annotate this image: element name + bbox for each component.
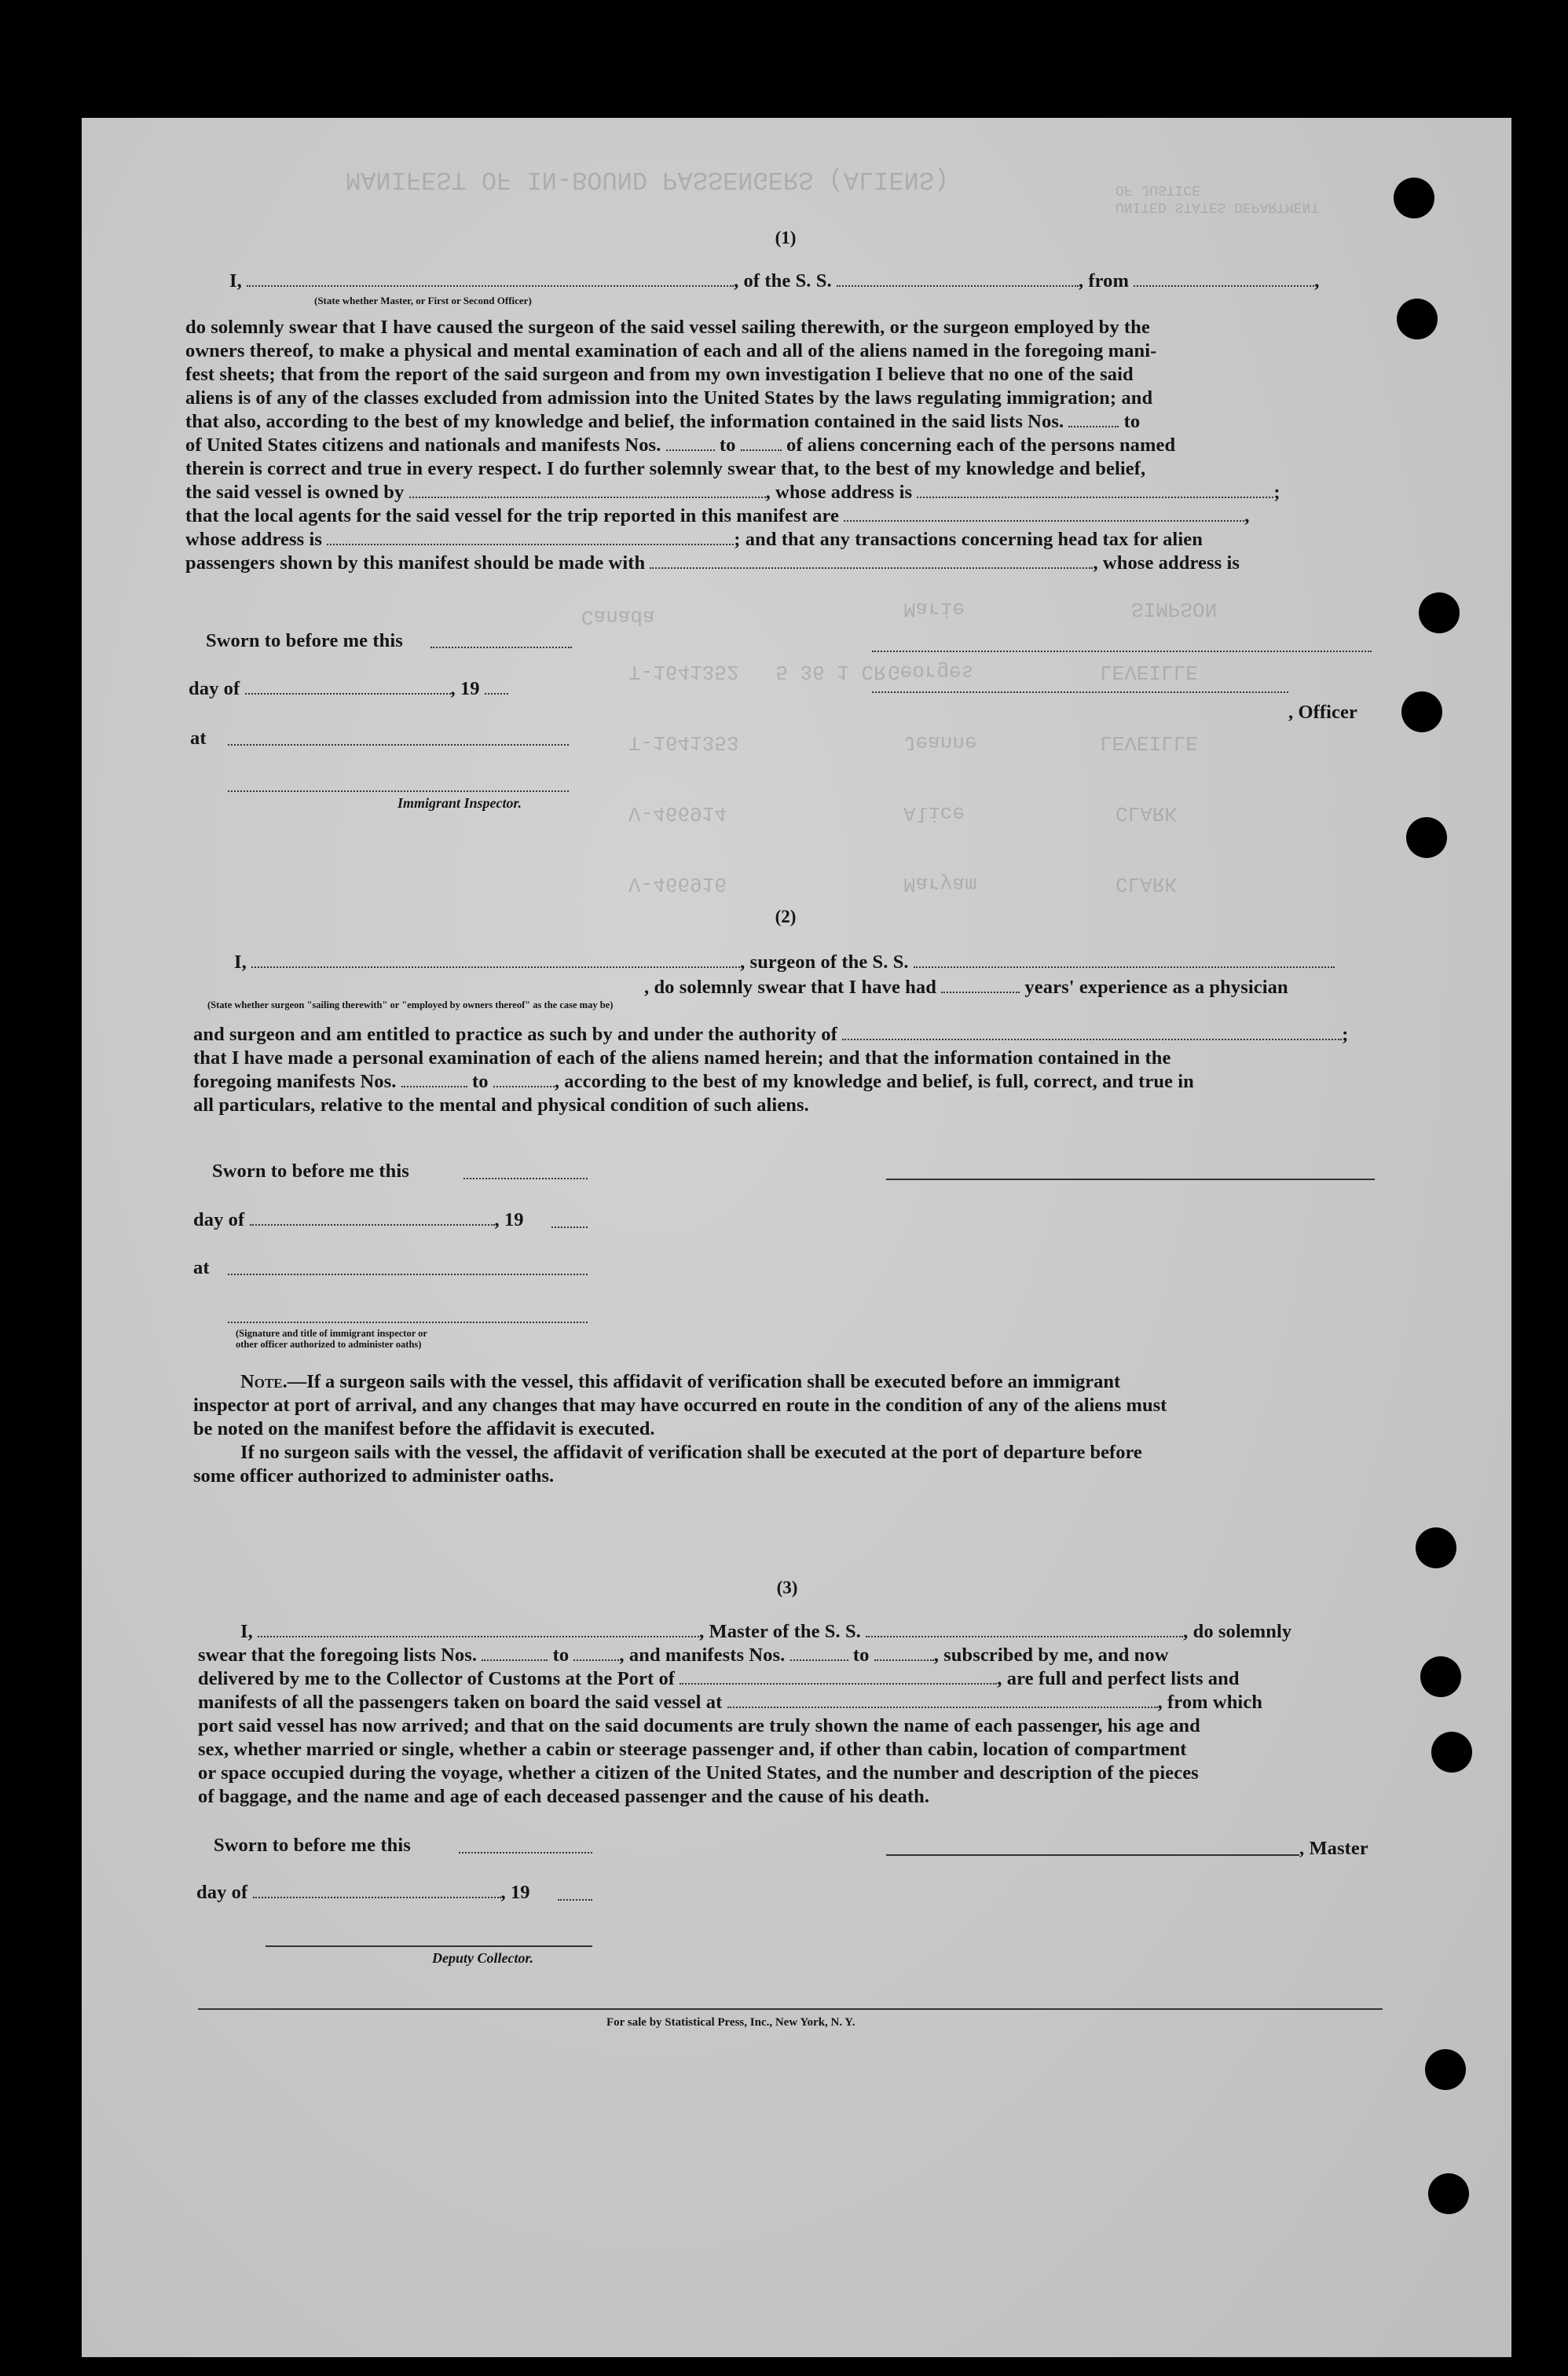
s1-line9 [185, 504, 1249, 528]
s3-line3a: delivered by me to the Collector of Customs at the Port of [198, 1668, 676, 1689]
s1-para-4: that also, according to the best of my knowledge and belief, the information contained in the said lists Nos. [185, 411, 1064, 432]
punch-hole [1394, 178, 1434, 218]
section-1-number: (1) [775, 228, 797, 248]
s1-line10b: ; and that any transactions concerning head tax for alien [734, 529, 1203, 550]
deputy-collector-label: Deputy Collector. [432, 1950, 533, 1966]
ghost-text: Marie [903, 597, 965, 621]
s3-sworn: Sworn to before me this [214, 1835, 411, 1856]
owner-field[interactable] [409, 482, 766, 498]
s2-day-of-label: day of [193, 1209, 245, 1230]
s3-line2c: , and manifests Nos. [619, 1644, 786, 1666]
s2-line5 [193, 1070, 1194, 1094]
surgeon-name-field[interactable] [251, 952, 740, 968]
s1-at-field[interactable] [228, 744, 569, 746]
s2-line5a: foregoing manifests Nos. [193, 1071, 397, 1092]
section-3-number: (3) [776, 1578, 798, 1597]
s3-lists-from-field[interactable] [482, 1645, 548, 1661]
s3-manifests-from-field[interactable] [790, 1645, 848, 1661]
owner-address-field[interactable] [917, 482, 1273, 498]
s3-manifests-to-field[interactable] [874, 1645, 934, 1661]
s1-year: , 19 [450, 678, 480, 699]
ghost-text: MANIFEST OF IN-BOUND PASSENGERS (ALIENS) [346, 165, 950, 194]
s2-surgeon-of-ss: , surgeon of the S. S. [740, 952, 909, 973]
s1-at: at [190, 728, 207, 749]
ghost-text: UNITED STATES DEPARTMENT OF JUSTICE [1116, 182, 1320, 214]
s3-i: I, [240, 1621, 253, 1642]
s2-year: , 19 [494, 1209, 524, 1230]
s2-sig-caption-2: other officer authorized to administer oaths) [236, 1339, 422, 1350]
s3-vessel-field[interactable] [866, 1622, 1183, 1637]
vessel-field[interactable] [837, 271, 1079, 287]
s3-collector-line[interactable] [266, 1945, 592, 1947]
s3-master-of-ss: , Master of the S. S. [699, 1621, 861, 1642]
s1-para-2: fest sheets; that from the report of the said surgeon and from my own investigation I believe that no one of the said [185, 364, 1134, 385]
master-name-field[interactable] [258, 1622, 699, 1637]
s2-day-field[interactable] [250, 1210, 495, 1226]
s2-line2 [644, 976, 1288, 999]
punch-hole [1397, 299, 1438, 339]
ghost-text: T-1641352 5 36 1 CR [628, 660, 886, 684]
s1-of-ss: , of the S. S. [734, 270, 832, 292]
ghost-text: CLARK [1116, 801, 1178, 825]
note-line-4: some officer authorized to administer oaths. [193, 1465, 555, 1487]
s3-line3 [198, 1667, 1240, 1691]
ghost-text: Canada [581, 605, 655, 629]
lists-from-field[interactable] [1068, 412, 1119, 427]
s3-line2a: swear that the foregoing lists Nos. [198, 1644, 478, 1666]
s2-line2a: , do solemnly swear that I have had [644, 977, 936, 998]
s3-line3b: , are full and perfect lists and [997, 1668, 1240, 1689]
s2-line3 [193, 1023, 1348, 1047]
s3-line2 [198, 1644, 1169, 1667]
s3-day-of-label: day of [196, 1882, 248, 1903]
s1-line11b: , whose address is [1093, 552, 1240, 574]
s1-sig-line-1[interactable] [872, 651, 1372, 652]
s2-sworn: Sworn to before me this [212, 1160, 409, 1182]
s1-line8c: ; [1273, 482, 1280, 503]
s3-line2d: to [852, 1644, 870, 1666]
s1-para-3: aliens is of any of the classes excluded from admission into the United States by the laws regulating immigration; and [185, 387, 1153, 409]
agents-field[interactable] [844, 506, 1244, 522]
section-2-number: (2) [775, 907, 797, 926]
s1-year-field[interactable] [485, 679, 508, 695]
ghost-text: CLARK [1116, 872, 1178, 896]
s1-to: to [1123, 411, 1141, 432]
punch-hole [1431, 1732, 1472, 1773]
s1-officer: , Officer [1288, 702, 1357, 723]
s1-line6 [185, 434, 1175, 457]
ghost-text: Georges [888, 660, 974, 684]
ghost-text: SIMPSON [1131, 597, 1218, 621]
punch-hole [1401, 691, 1442, 732]
s3-year-field[interactable] [558, 1899, 592, 1901]
years-experience-field[interactable] [941, 977, 1020, 993]
s1-line10a: whose address is [185, 529, 323, 550]
s1-from: , from [1078, 270, 1130, 292]
s2-at-field[interactable] [228, 1274, 588, 1275]
punch-hole [1425, 2049, 1466, 2090]
s1-line9-end: , [1244, 505, 1250, 526]
manifests-to-field[interactable] [741, 435, 782, 451]
s1-line11 [185, 552, 1240, 575]
s2-inspector-line[interactable] [228, 1322, 588, 1323]
note-line-0 [240, 1370, 1120, 1394]
s2-line3-text: and surgeon and am entitled to practice as such by and under the authority of [193, 1024, 837, 1045]
punch-hole [1406, 817, 1447, 858]
s1-day-field[interactable] [245, 679, 451, 695]
s3-lists-to-field[interactable] [573, 1645, 619, 1661]
punch-hole [1428, 2173, 1469, 2214]
s3-line1-end: , do solemnly [1183, 1621, 1292, 1642]
s1-line6a: of United States citizens and nationals and manifests Nos. [185, 434, 661, 456]
officer-caption: (State whether Master, or First or Second Officer) [314, 295, 532, 306]
s2-sig-caption-1: (Signature and title of immigrant inspector or [236, 1328, 427, 1339]
s3-year: , 19 [500, 1882, 530, 1903]
s2-line6: all particulars, relative to the mental and physical condition of such aliens. [193, 1094, 809, 1116]
s1-line8 [185, 481, 1280, 504]
ghost-text: Alice [903, 801, 965, 825]
s1-para-0: do solemnly swear that I have caused the surgeon of the said vessel sailing therewith, or the surgeon employed by the [185, 317, 1150, 338]
s3-para-3: of baggage, and the name and age of each deceased passenger and the cause of his death. [198, 1786, 930, 1807]
s2-line3-end: ; [1342, 1024, 1349, 1045]
s3-para-1: sex, whether married or single, whether a cabin or steerage passenger and, if other than cabin, location of compartment [198, 1739, 1187, 1760]
s2-line2b: years' experience as a physician [1024, 977, 1288, 998]
s3-para-2: or space occupied during the voyage, whether a citizen of the United States, and the number and description of the pieces [198, 1762, 1199, 1784]
s1-end-comma: , [1314, 270, 1320, 292]
s2-manifest-from-field[interactable] [401, 1072, 467, 1087]
s1-day-of-label: day of [189, 678, 240, 699]
note-text-0: —If a surgeon sails with the vessel, this affidavit of verification shall be executed before an immigrant [287, 1371, 1121, 1392]
s1-line7: therein is correct and true in every respect. I do further solemnly swear that, to the best of my knowledge and belief, [185, 458, 1146, 479]
from-field[interactable] [1134, 271, 1314, 287]
ghost-text: Jeanne [903, 731, 977, 754]
s3-master: , Master [1299, 1838, 1368, 1859]
s3-sworn-field[interactable] [459, 1852, 592, 1854]
ghost-text: T-1641353 [628, 731, 739, 754]
s2-signature-line[interactable] [886, 1179, 1375, 1180]
punch-hole [1416, 1527, 1456, 1568]
s2-day-of [193, 1208, 524, 1232]
s2-line1 [234, 951, 1335, 974]
s2-line5c: , according to the best of my knowledge and belief, is full, correct, and true in [554, 1071, 1194, 1092]
s1-sworn-field[interactable] [430, 647, 572, 648]
s1-para-1: owners thereof, to make a physical and mental examination of each and all of the aliens named in the foregoing mani- [185, 340, 1157, 361]
authority-field[interactable] [842, 1025, 1342, 1040]
s3-line2b: to [552, 1644, 570, 1666]
note-label: Note. [240, 1371, 288, 1392]
boarding-port-field[interactable] [727, 1692, 1158, 1708]
s3-line4 [198, 1691, 1262, 1714]
manifests-from-field[interactable] [666, 435, 715, 451]
immigrant-inspector-label: Immigrant Inspector. [397, 795, 522, 811]
s3-para-0: port said vessel has now arrived; and that on the said documents are truly shown the name of each passenger, his age and [198, 1715, 1200, 1736]
s2-at: at [193, 1257, 210, 1278]
punch-hole [1420, 1656, 1461, 1697]
s1-line1 [229, 270, 1320, 293]
s2-vessel-field[interactable] [914, 952, 1335, 968]
note-line-1: inspector at port of arrival, and any changes that may have occurred en route in the condition of any of the aliens must [193, 1395, 1167, 1416]
s3-line2e: , subscribed by me, and now [933, 1644, 1169, 1666]
s1-inspector-line[interactable] [228, 790, 569, 792]
s1-sig-line-2[interactable] [872, 691, 1288, 693]
s3-line1 [240, 1620, 1291, 1644]
s1-line10 [185, 528, 1203, 552]
footer-printer: For sale by Statistical Press, Inc., New York, N. Y. [606, 2016, 855, 2029]
officer-field[interactable] [247, 271, 734, 287]
s3-day-field[interactable] [253, 1883, 501, 1898]
s2-line4: that I have made a personal examination of each of the aliens named herein; and that the information contained in the [193, 1047, 1171, 1069]
s1-day-of [189, 677, 508, 701]
s1-line11a: passengers shown by this manifest should be made with [185, 552, 646, 574]
s3-day-of [196, 1881, 530, 1905]
s1-line9-text: that the local agents for the said vessel for the trip reported in this manifest are [185, 505, 840, 526]
port-field[interactable] [680, 1669, 997, 1685]
s2-year-field[interactable] [551, 1226, 588, 1228]
s1-line8b: , whose address is [765, 482, 913, 503]
s1-to-2: to [719, 434, 736, 456]
s2-i: I, [234, 952, 247, 973]
head-tax-field[interactable] [650, 553, 1093, 569]
s2-line5b: to [471, 1071, 489, 1092]
s1-i: I, [229, 270, 242, 292]
s3-line4a: manifests of all the passengers taken on board the said vessel at [198, 1692, 723, 1713]
agents-address-field[interactable] [327, 530, 734, 545]
ghost-text: Maryam [903, 872, 977, 896]
s3-line4b: , from which [1157, 1692, 1263, 1713]
s3-master-signature-line[interactable] [886, 1854, 1299, 1856]
note-line-3: If no surgeon sails with the vessel, the affidavit of verification shall be executed at the port of departure before [240, 1442, 1142, 1463]
ghost-text: LEVEILLE [1100, 731, 1198, 754]
ghost-text: V-466916 [628, 872, 727, 896]
ghost-text: V-466914 [628, 801, 727, 825]
note-line-2: be noted on the manifest before the affidavit is executed. [193, 1418, 655, 1439]
s1-line8a: the said vessel is owned by [185, 482, 405, 503]
s1-line6b: of aliens concerning each of the persons named [786, 434, 1176, 456]
s1-sworn: Sworn to before me this [206, 630, 403, 651]
s1-line5 [185, 410, 1140, 434]
footer-rule [198, 2008, 1383, 2010]
surgeon-caption: (State whether surgeon "sailing therewith" or "employed by owners thereof" as the case may be) [207, 999, 614, 1010]
s2-sworn-field[interactable] [463, 1178, 588, 1179]
punch-hole [1419, 592, 1460, 633]
s2-manifest-to-field[interactable] [493, 1072, 555, 1087]
ghost-text: LEVEILLE [1100, 660, 1198, 684]
